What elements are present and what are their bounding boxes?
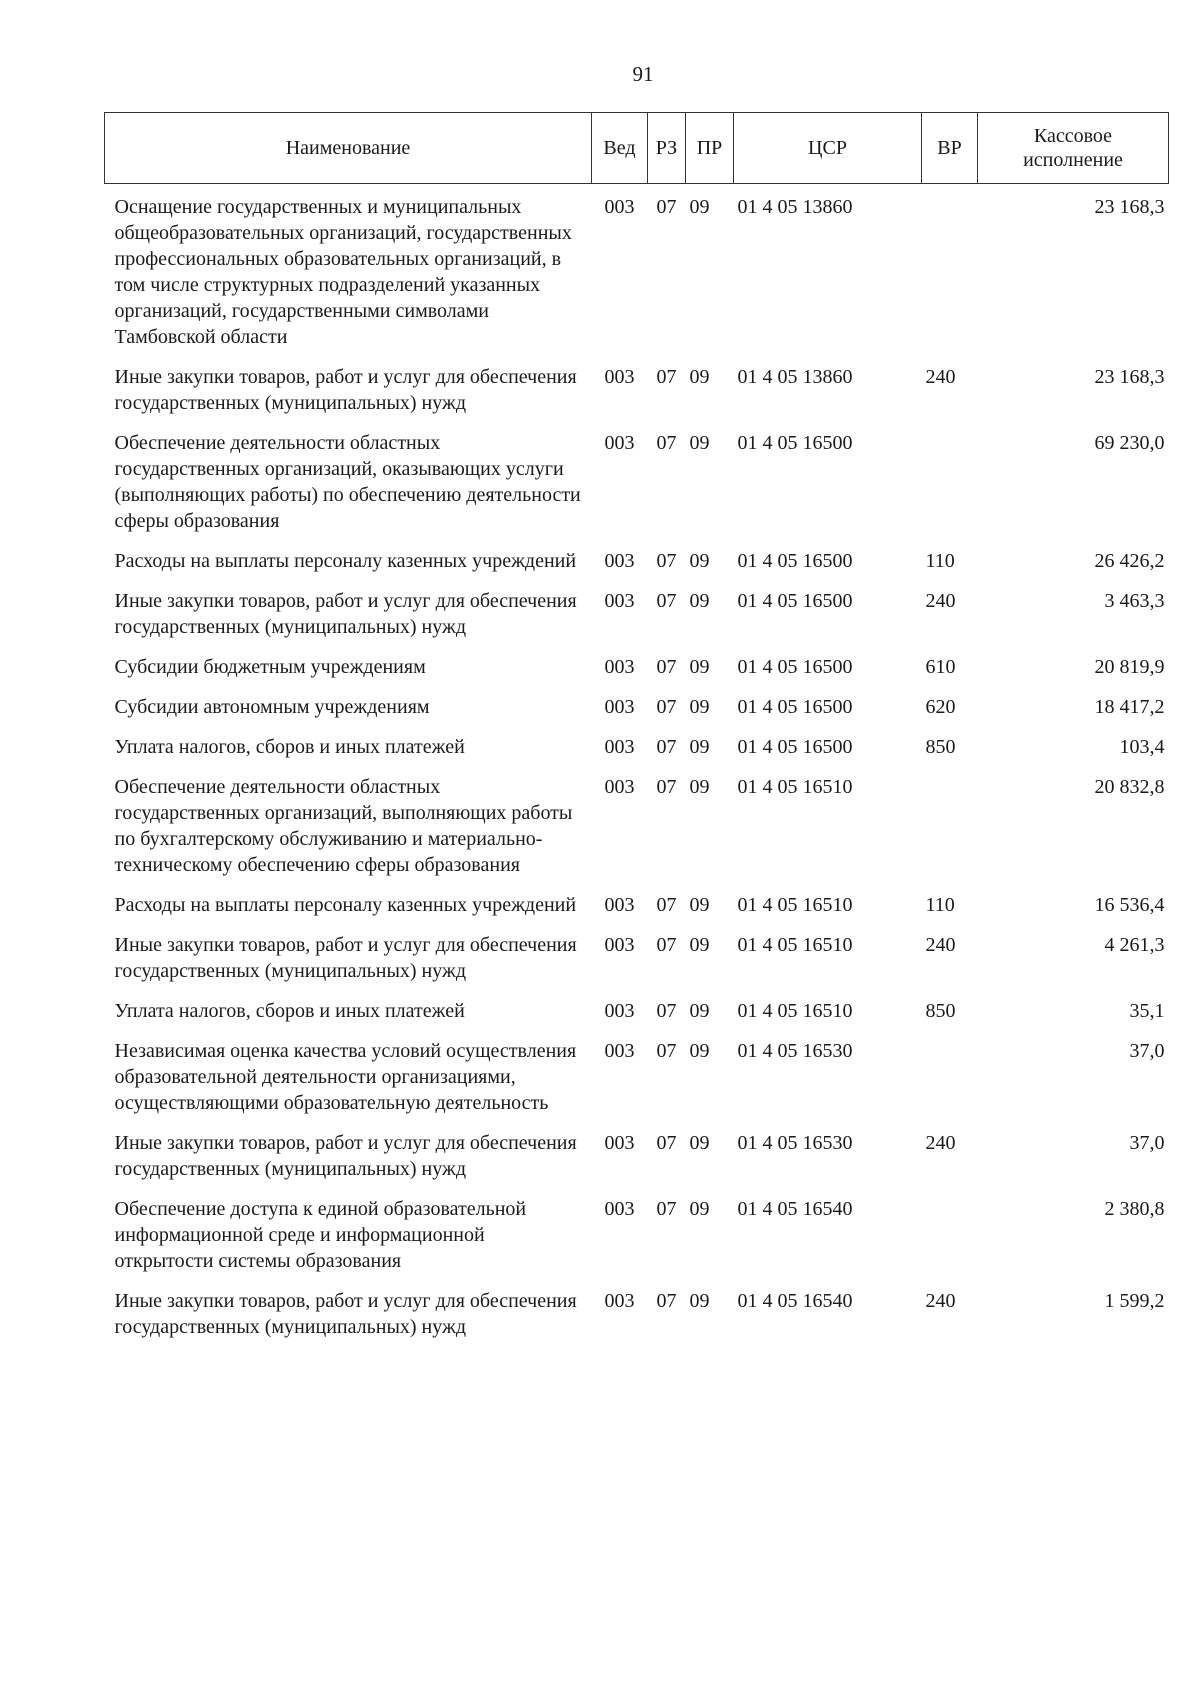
table-row (105, 354, 1169, 420)
budget-table (104, 112, 1169, 1344)
row-name: Уплата налогов, сборов и иных платежей (114, 736, 465, 758)
row-csr: 01 4 05 13860 (737, 366, 853, 388)
row-name: Иные закупки товаров, работ и услуг для обеспечения государственных (муниципальных) нужд (114, 1290, 577, 1338)
row-amount: 3 463,3 (1104, 590, 1165, 612)
row-pr: 09 (689, 196, 710, 218)
row-amount: 103,4 (1119, 736, 1165, 758)
row-csr: 01 4 05 16510 (737, 894, 853, 916)
table-body (105, 184, 1169, 1345)
row-pr: 09 (689, 1290, 710, 1312)
row-ved: 003 (604, 696, 635, 718)
row-ved: 003 (604, 656, 635, 678)
row-ved: 003 (604, 590, 635, 612)
table-row (105, 1120, 1169, 1186)
row-name: Иные закупки товаров, работ и услуг для обеспечения государственных (муниципальных) нужд (114, 934, 577, 982)
row-csr: 01 4 05 16530 (737, 1040, 853, 1062)
row-pr: 09 (689, 1198, 710, 1220)
row-rz: 07 (656, 366, 677, 388)
row-amount: 1 599,2 (1104, 1290, 1165, 1312)
row-amount: 16 536,4 (1094, 894, 1165, 916)
header-csr: ЦСР (734, 113, 922, 184)
row-name: Субсидии автономным учреждениям (114, 696, 430, 718)
row-pr: 09 (689, 550, 710, 572)
row-rz: 07 (656, 736, 677, 758)
row-amount: 26 426,2 (1094, 550, 1165, 572)
header-pr: ПР (686, 113, 734, 184)
row-rz: 07 (656, 1290, 677, 1312)
row-name: Уплата налогов, сборов и иных платежей (114, 1000, 465, 1022)
row-name: Обеспечение деятельности областных государственных организаций, выполняющих работы по бухгалтерскому обслуживанию и материально-техническому обеспечению сферы образования (114, 776, 573, 876)
table-row (105, 684, 1169, 724)
row-pr: 09 (689, 736, 710, 758)
row-vr: 110 (925, 550, 955, 572)
table-row (105, 578, 1169, 644)
row-name: Оснащение государственных и муниципальных общеобразовательных организаций, государственных профессиональных образовательных организаций, в том числе структурных подразделений указанных организаций, государственными символами Тамбовской области (114, 196, 572, 348)
row-name: Иные закупки товаров, работ и услуг для обеспечения государственных (муниципальных) нужд (114, 590, 577, 638)
header-name: Наименование (105, 113, 592, 184)
row-ved: 003 (604, 1290, 635, 1312)
row-ved: 003 (604, 1132, 635, 1154)
row-rz: 07 (656, 1000, 677, 1022)
row-vr: 240 (925, 934, 956, 956)
row-csr: 01 4 05 16510 (737, 776, 853, 798)
table-row (105, 724, 1169, 764)
row-rz: 07 (656, 776, 677, 798)
table-row (105, 420, 1169, 538)
row-pr: 09 (689, 696, 710, 718)
row-rz: 07 (656, 196, 677, 218)
row-amount: 35,1 (1129, 1000, 1165, 1022)
row-name: Обеспечение деятельности областных государственных организаций, оказывающих услуги (выполняющих работы) по обеспечению деятельности сферы образования (114, 432, 581, 532)
row-name: Расходы на выплаты персоналу казенных учреждений (114, 550, 577, 572)
row-vr (922, 184, 978, 355)
row-rz: 07 (656, 934, 677, 956)
table-row (105, 1028, 1169, 1120)
row-ved: 003 (604, 196, 635, 218)
row-ved: 003 (604, 550, 635, 572)
row-rz: 07 (656, 550, 677, 572)
row-amount: 4 261,3 (1104, 934, 1165, 956)
row-vr: 620 (925, 696, 956, 718)
row-name: Расходы на выплаты персоналу казенных учреждений (114, 894, 577, 916)
table-row (105, 184, 1169, 355)
row-vr: 110 (925, 894, 955, 916)
page-number: 91 (632, 62, 654, 86)
row-ved: 003 (604, 432, 635, 454)
row-name: Обеспечение доступа к единой образовательной информационной среде и информационной открытости системы образования (114, 1198, 527, 1272)
row-vr: 850 (925, 736, 956, 758)
row-csr: 01 4 05 13860 (737, 196, 853, 218)
row-name: Независимая оценка качества условий осуществления образовательной деятельности организациями, осуществляющими образовательную деятельность (114, 1040, 577, 1114)
row-rz: 07 (656, 1132, 677, 1154)
table-row (105, 1186, 1169, 1278)
row-csr: 01 4 05 16510 (737, 1000, 853, 1022)
row-ved: 003 (604, 1000, 635, 1022)
row-vr (922, 1186, 978, 1278)
table-header (105, 113, 1169, 184)
row-rz: 07 (656, 894, 677, 916)
table-row (105, 538, 1169, 578)
row-amount: 69 230,0 (1094, 432, 1165, 454)
row-amount: 18 417,2 (1094, 696, 1165, 718)
row-rz: 07 (656, 696, 677, 718)
row-rz: 07 (656, 656, 677, 678)
row-pr: 09 (689, 366, 710, 388)
header-amount: Кассовое исполнение (978, 113, 1169, 184)
row-amount: 37,0 (1129, 1132, 1165, 1154)
row-ved: 003 (604, 1040, 635, 1062)
row-pr: 09 (689, 894, 710, 916)
row-csr: 01 4 05 16500 (737, 736, 853, 758)
table-row (105, 764, 1169, 882)
row-ved: 003 (604, 736, 635, 758)
row-vr: 610 (925, 656, 956, 678)
row-pr: 09 (689, 1040, 710, 1062)
row-amount: 2 380,8 (1104, 1198, 1165, 1220)
row-pr: 09 (689, 590, 710, 612)
row-pr: 09 (689, 776, 710, 798)
row-csr: 01 4 05 16540 (737, 1198, 853, 1220)
row-vr: 240 (925, 1290, 956, 1312)
row-ved: 003 (604, 776, 635, 798)
row-vr: 240 (925, 1132, 956, 1154)
table-row (105, 1278, 1169, 1344)
row-pr: 09 (689, 1000, 710, 1022)
row-ved: 003 (604, 366, 635, 388)
row-amount: 23 168,3 (1094, 196, 1165, 218)
row-rz: 07 (656, 432, 677, 454)
row-rz: 07 (656, 1040, 677, 1062)
row-csr: 01 4 05 16540 (737, 1290, 853, 1312)
row-name: Иные закупки товаров, работ и услуг для обеспечения государственных (муниципальных) нужд (114, 1132, 577, 1180)
header-ved: Вед (592, 113, 648, 184)
row-csr: 01 4 05 16510 (737, 934, 853, 956)
row-pr: 09 (689, 1132, 710, 1154)
row-pr: 09 (689, 432, 710, 454)
row-ved: 003 (604, 934, 635, 956)
row-amount: 20 832,8 (1094, 776, 1165, 798)
row-vr: 240 (925, 590, 956, 612)
row-vr (922, 420, 978, 538)
table-row (105, 922, 1169, 988)
header-vr: ВР (922, 113, 978, 184)
row-ved: 003 (604, 1198, 635, 1220)
row-csr: 01 4 05 16500 (737, 590, 853, 612)
row-csr: 01 4 05 16500 (737, 656, 853, 678)
row-amount: 20 819,9 (1094, 656, 1165, 678)
row-rz: 07 (656, 590, 677, 612)
header-rz: РЗ (648, 113, 686, 184)
row-pr: 09 (689, 656, 710, 678)
table-row (105, 882, 1169, 922)
row-pr: 09 (689, 934, 710, 956)
row-vr (922, 1028, 978, 1120)
row-vr: 850 (925, 1000, 956, 1022)
table-row (105, 644, 1169, 684)
table-row (105, 988, 1169, 1028)
row-csr: 01 4 05 16530 (737, 1132, 853, 1154)
row-csr: 01 4 05 16500 (737, 550, 853, 572)
row-amount: 37,0 (1129, 1040, 1165, 1062)
row-ved: 003 (604, 894, 635, 916)
row-vr: 240 (925, 366, 956, 388)
header-row (105, 113, 1169, 184)
row-vr (922, 764, 978, 882)
row-amount: 23 168,3 (1094, 366, 1165, 388)
row-csr: 01 4 05 16500 (737, 696, 853, 718)
row-rz: 07 (656, 1198, 677, 1220)
row-name: Субсидии бюджетным учреждениям (114, 656, 426, 678)
row-csr: 01 4 05 16500 (737, 432, 853, 454)
row-name: Иные закупки товаров, работ и услуг для обеспечения государственных (муниципальных) нужд (114, 366, 577, 414)
